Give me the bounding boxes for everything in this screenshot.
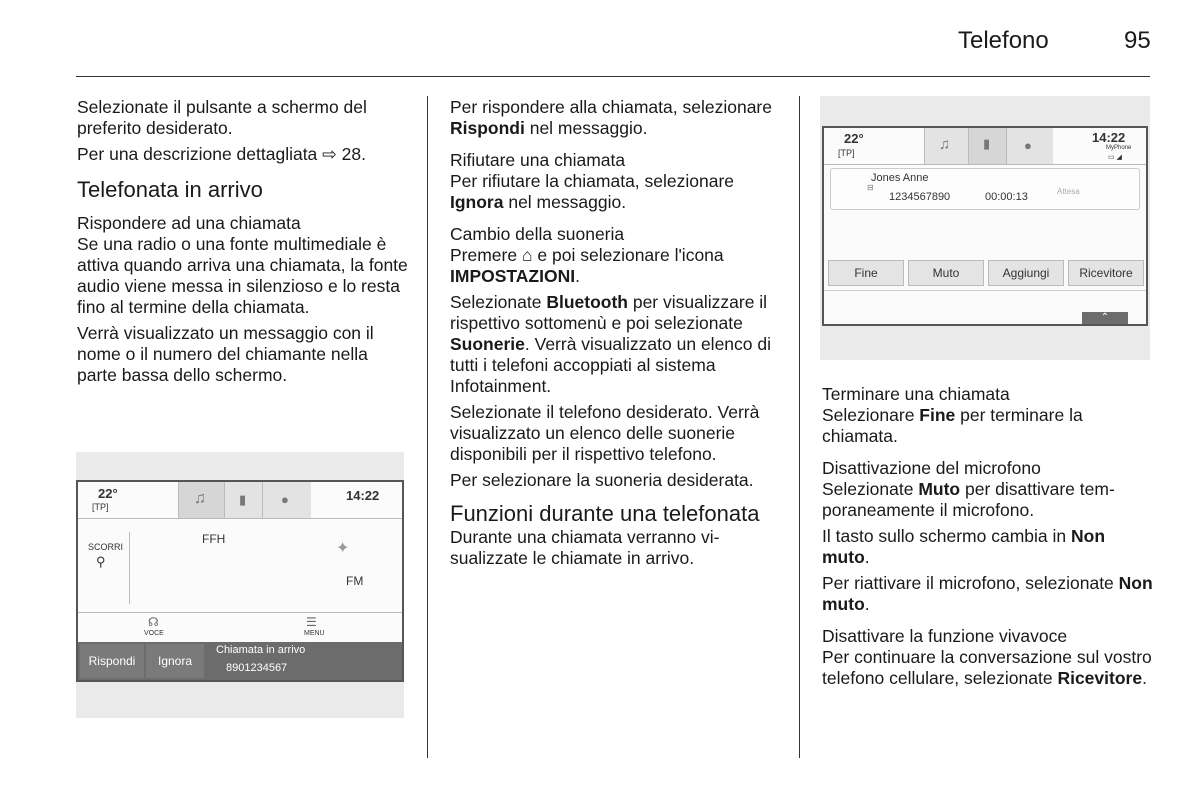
ignore-button[interactable]: Ignora [146, 644, 204, 678]
phone-name: MyPhone [1106, 145, 1132, 151]
search-icon[interactable]: ⚲ [96, 554, 106, 569]
phone-icon: ▮ [983, 136, 991, 151]
paragraph: Il tasto sullo schermo cambia in Non muto. [822, 526, 1106, 567]
paragraph: Premere ⌂ e poi selezionare l'icona IMPOSTAZIONI. [450, 245, 724, 286]
column-3 [822, 384, 1154, 694]
end-call-button[interactable]: Fine [828, 260, 904, 286]
divider [129, 532, 130, 604]
music-note-icon: ♫ [939, 136, 951, 153]
navigation-icon: ● [1024, 138, 1032, 153]
divider [78, 612, 402, 613]
temperature: 22° [844, 131, 864, 146]
column-divider-1 [427, 96, 428, 758]
infotainment-screen [822, 126, 1148, 326]
tab-audio[interactable] [178, 482, 225, 518]
answer-button[interactable]: Rispondi [80, 644, 144, 678]
menu-label: MENU [304, 630, 325, 637]
paragraph: Selezionate il pulsante a schermo del preferito desiderato. [77, 97, 367, 138]
clock: 14:22 [346, 488, 380, 503]
screenshot-incoming-call [76, 452, 404, 718]
paragraph: Selezionare Fine per terminare la chiamata. [822, 405, 1083, 446]
tab-audio[interactable] [924, 128, 969, 164]
scroll-label: SCORRI [88, 542, 124, 552]
band-label: FM [346, 574, 364, 588]
antenna-icon: ✦ [336, 540, 350, 557]
voice-icon[interactable]: ☊ [148, 615, 159, 629]
column-divider-2 [799, 96, 800, 758]
paragraph: Per riattivare il microfono, selezionate Non muto. [822, 573, 1153, 614]
paragraph: Per rispondere alla chiamata, selezionare Rispondi nel messaggio. [450, 97, 772, 138]
clock: 14:22 [1092, 130, 1126, 145]
home-icon: ⌂ [521, 245, 533, 265]
screenshot-active-call [820, 96, 1150, 360]
music-note-icon: ♫ [194, 490, 206, 507]
paragraph: Per selezionare la suoneria desiderata. [450, 470, 754, 490]
column-2 [450, 97, 782, 574]
chevron-up-icon[interactable]: ⌃ [1082, 312, 1128, 324]
car-icon: ⊟ [867, 183, 874, 192]
subheading: Rifiutare una chiamata [450, 150, 626, 170]
call-entry[interactable] [830, 168, 1140, 210]
paragraph: Per continuare la conversazione sul vostro telefono cellulare, selezionate Ricevitore. [822, 647, 1152, 688]
call-status: Attesa [1057, 187, 1080, 196]
section-heading: Funzioni durante una telefonata [450, 501, 760, 526]
tp-indicator: [TP] [92, 502, 109, 512]
paragraph: Selezionate Muto per disattivare temporaneamente il microfono. [822, 479, 1115, 520]
page-reference: ⇨ 28. [322, 144, 367, 164]
incoming-number: 8901234567 [226, 662, 288, 674]
subheading: Disattivazione del microfono [822, 458, 1041, 478]
infotainment-screen [76, 480, 404, 682]
section-heading: Telefonata in arrivo [77, 177, 263, 202]
signal-battery-icon: ▭ ◢ [1108, 154, 1122, 161]
paragraph: Selezionate il telefono desiderato. Verrà visualizzato un elenco delle suonerie disponibili per il rispettivo telefono. [450, 402, 760, 464]
tab-navigation[interactable] [262, 482, 311, 518]
page-title: Telefono [958, 27, 1049, 54]
caller-number: 1234567890 [889, 191, 951, 203]
tab-phone[interactable] [224, 482, 263, 518]
paragraph: Se una radio o una fonte multimediale è attiva quando arriva una chiamata, la fonte audio viene messa in silenzioso e lo resta fino al termine della chiamata. [77, 234, 408, 317]
subheading: Cambio della suoneria [450, 224, 625, 244]
tab-phone[interactable] [968, 128, 1007, 164]
paragraph: Selezionate Bluetooth per visualizzare il rispettivo sottomenù e poi selezionate Suonerie. Verrà visualizzato un elenco di tutti i telefoni accoppiati al sistema Infotainment. [450, 292, 772, 396]
paragraph: Durante una chiamata verranno visualizzate le chiamate in arrivo. [450, 527, 720, 568]
handset-button[interactable]: Ricevitore [1068, 260, 1144, 286]
divider [824, 290, 1146, 291]
tp-indicator: [TP] [838, 148, 855, 158]
page-number: 95 [1124, 27, 1151, 54]
mute-button[interactable]: Muto [908, 260, 984, 286]
station-name: FFH [202, 532, 226, 546]
incoming-call-bar [78, 642, 402, 680]
navigation-icon: ● [281, 492, 289, 507]
subheading: Terminare una chiamata [822, 384, 1010, 404]
call-duration: 00:00:13 [985, 191, 1028, 203]
voice-label: VOCE [144, 630, 164, 637]
subheading: Disattivare la funzione vivavoce [822, 626, 1068, 646]
paragraph: Per una descrizione dettagliata ⇨ 28. [77, 144, 367, 164]
paragraph: Verrà visualizzato un messaggio con il nome o il numero del chiamante nella parte bassa dello schermo. [77, 323, 374, 385]
subheading: Rispondere ad una chiamata [77, 213, 301, 233]
phone-icon: ▮ [239, 492, 247, 507]
temperature: 22° [98, 486, 118, 501]
column-1 [77, 97, 409, 391]
header-rule [76, 76, 1150, 77]
menu-icon[interactable]: ☰ [306, 615, 317, 629]
add-call-button[interactable]: Aggiungi [988, 260, 1064, 286]
caller-name: Jones Anne [871, 172, 929, 184]
tab-navigation[interactable] [1006, 128, 1053, 164]
paragraph: Per rifiutare la chiamata, selezionare Ignora nel messaggio. [450, 171, 735, 212]
incoming-call-label: Chiamata in arrivo [216, 644, 306, 656]
